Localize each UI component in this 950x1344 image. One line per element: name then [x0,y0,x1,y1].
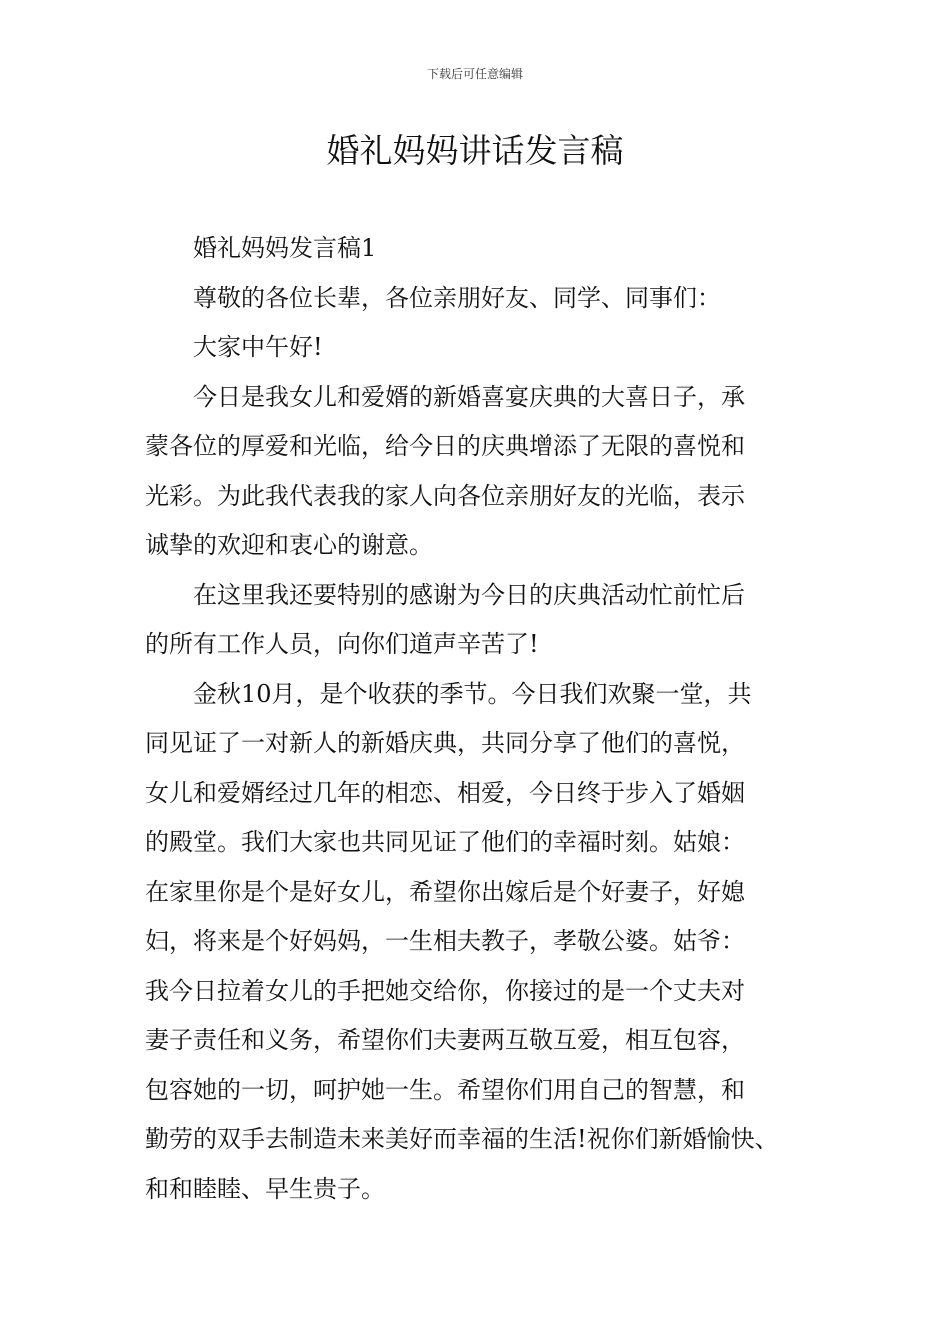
text-line: 的所有工作人员，向你们道声辛苦了! [145,630,539,658]
document-body [145,224,825,1214]
paragraph-salutation [145,274,825,324]
paragraph-heading [145,224,825,274]
text-line: 女儿和爱婿经过几年的相恋、相爱，今日终于步入了婚姻 [145,778,745,807]
paragraph-thanks-staff [145,571,825,670]
text-line: 大家中午好! [193,333,323,361]
text-line: 包容她的一切，呵护她一生。希望你们用自己的智慧，和 [145,1075,745,1104]
text-line: 我今日拉着女儿的手把她交给你，你接过的是一个丈夫对 [145,976,745,1005]
text-line: 和和睦睦、早生贵子。 [145,1174,385,1203]
text-line: 今日是我女儿和爱婿的新婚喜宴庆典的大喜日子，承 [193,382,745,411]
paragraph-blessing [145,670,825,1215]
text-line: 勤劳的双手去制造未来美好而幸福的生活!祝你们新婚愉快、 [145,1125,779,1153]
paragraph-greeting [145,323,825,373]
text-line: 尊敬的各位长辈，各位亲朋好友、同学、同事们： [193,283,721,312]
text-line: 妇，将来是个好妈妈，一生相夫教子，孝敬公婆。姑爷： [145,927,745,955]
text-line: 金秋10月，是个收获的季节。今日我们欢聚一堂，共 [193,679,752,708]
text-line: 同见证了一对新人的新婚庆典，共同分享了他们的喜悦， [145,729,745,757]
text-line: 蒙各位的厚爱和光临，给今日的庆典增添了无限的喜悦和 [145,432,745,460]
text-line: 的殿堂。我们大家也共同见证了他们的幸福时刻。姑娘： [145,828,745,856]
text-line: 在家里你是个是好女儿，希望你出嫁后是个好妻子，好媳 [145,877,745,906]
text-line: 光彩。为此我代表我的家人向各位亲朋好友的光临，表示 [145,481,745,510]
header-note: 下载后可任意编辑 [426,67,523,81]
paragraph-welcome [145,373,825,571]
text-line: 婚礼妈妈发言稿1 [193,234,377,262]
text-line: 在这里我还要特别的感谢为今日的庆典活动忙前忙后 [193,580,745,609]
document-title: 婚礼妈妈讲话发言稿 [326,131,624,170]
text-line: 妻子责任和义务，希望你们夫妻两互敬互爱，相互包容， [145,1026,745,1054]
text-line: 诚挚的欢迎和衷心的谢意。 [145,531,433,559]
